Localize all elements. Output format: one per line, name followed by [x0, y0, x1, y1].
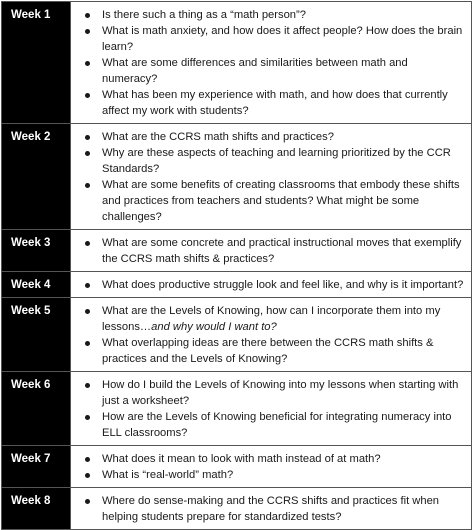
table-row	[2, 2, 472, 124]
week-label: Week 5	[2, 298, 71, 372]
bullet-icon	[85, 13, 90, 18]
list-item	[71, 335, 465, 367]
table-row	[2, 488, 472, 530]
bullet-icon	[85, 61, 90, 66]
question-list	[71, 124, 471, 229]
question-list	[71, 272, 471, 297]
table-row	[2, 272, 472, 298]
bullet-icon	[85, 93, 90, 98]
question-list	[71, 446, 471, 487]
table-row	[2, 230, 472, 272]
bullet-icon	[85, 241, 90, 246]
list-item	[71, 409, 465, 441]
list-item	[71, 377, 465, 409]
question-text: Why are these aspects of teaching and learning prioritized by the CCR Standards?	[102, 147, 451, 175]
list-item	[71, 177, 465, 225]
question-text: What are some concrete and practical instructional moves that exemplify the CCRS math shifts & practices?	[102, 237, 462, 265]
list-item	[71, 277, 465, 293]
list-item	[71, 145, 465, 177]
bullet-icon	[85, 183, 90, 188]
list-item	[71, 129, 465, 145]
list-item	[71, 87, 465, 119]
list-item	[71, 7, 465, 23]
list-item	[71, 467, 465, 483]
question-list	[71, 230, 471, 271]
question-text: Is there such a thing as a “math person”?	[102, 9, 306, 21]
week-label: Week 2	[2, 124, 71, 230]
list-item	[71, 451, 465, 467]
questions-cell	[71, 372, 472, 446]
table-row	[2, 298, 472, 372]
question-text: What does productive struggle look and feel like, and why is it important?	[102, 279, 464, 291]
bullet-icon	[85, 473, 90, 478]
question-list	[71, 2, 471, 123]
question-text: What are the CCRS math shifts and practices?	[102, 131, 334, 143]
questions-cell	[71, 446, 472, 488]
list-item	[71, 23, 465, 55]
question-text: What has been my experience with math, and how does that currently affect my work with students?	[102, 89, 448, 117]
list-item	[71, 235, 465, 267]
bullet-icon	[85, 135, 90, 140]
questions-cell	[71, 272, 472, 298]
table-row	[2, 372, 472, 446]
list-item	[71, 493, 465, 525]
week-label: Week 1	[2, 2, 71, 124]
question-list	[71, 488, 471, 529]
table-row	[2, 446, 472, 488]
question-text: How are the Levels of Knowing beneficial for integrating numeracy into ELL classrooms?	[102, 411, 452, 439]
bullet-icon	[85, 457, 90, 462]
question-text: What are some differences and similarities between math and numeracy?	[102, 57, 408, 85]
bullet-icon	[85, 341, 90, 346]
week-label: Week 6	[2, 372, 71, 446]
question-text: What is math anxiety, and how does it affect people? How does the brain learn?	[102, 25, 463, 53]
question-text: What is “real-world” math?	[102, 469, 234, 481]
week-label: Week 4	[2, 272, 71, 298]
table-row	[2, 124, 472, 230]
questions-cell	[71, 230, 472, 272]
list-item	[71, 303, 465, 335]
list-item	[71, 55, 465, 87]
question-list	[71, 372, 471, 445]
question-emphasis: and why would I want to?	[151, 321, 277, 333]
bullet-icon	[85, 309, 90, 314]
question-text: What does it mean to look with math instead of at math?	[102, 453, 381, 465]
questions-cell	[71, 488, 472, 530]
week-label: Week 8	[2, 488, 71, 530]
bullet-icon	[85, 151, 90, 156]
question-text: What are some benefits of creating classrooms that embody these shifts and practices from teachers and students? What might be some challenges?	[102, 179, 460, 223]
bullet-icon	[85, 29, 90, 34]
question-list	[71, 298, 471, 371]
bullet-icon	[85, 383, 90, 388]
questions-cell	[71, 298, 472, 372]
question-text: Where do sense-making and the CCRS shifts and practices fit when helping students prepare for standardized tests?	[102, 495, 440, 523]
question-text: What are the Levels of Knowing, how can I incorporate them into my lessons…	[102, 305, 441, 333]
bullet-icon	[85, 283, 90, 288]
course-schedule-table	[1, 1, 472, 530]
bullet-icon	[85, 415, 90, 420]
week-label: Week 3	[2, 230, 71, 272]
bullet-icon	[85, 499, 90, 504]
question-text: What overlapping ideas are there between the CCRS math shifts & practices and the Levels of Knowing?	[102, 337, 434, 365]
questions-cell	[71, 124, 472, 230]
questions-cell	[71, 2, 472, 124]
week-label: Week 7	[2, 446, 71, 488]
question-text: How do I build the Levels of Knowing into my lessons when starting with just a worksheet?	[102, 379, 459, 407]
